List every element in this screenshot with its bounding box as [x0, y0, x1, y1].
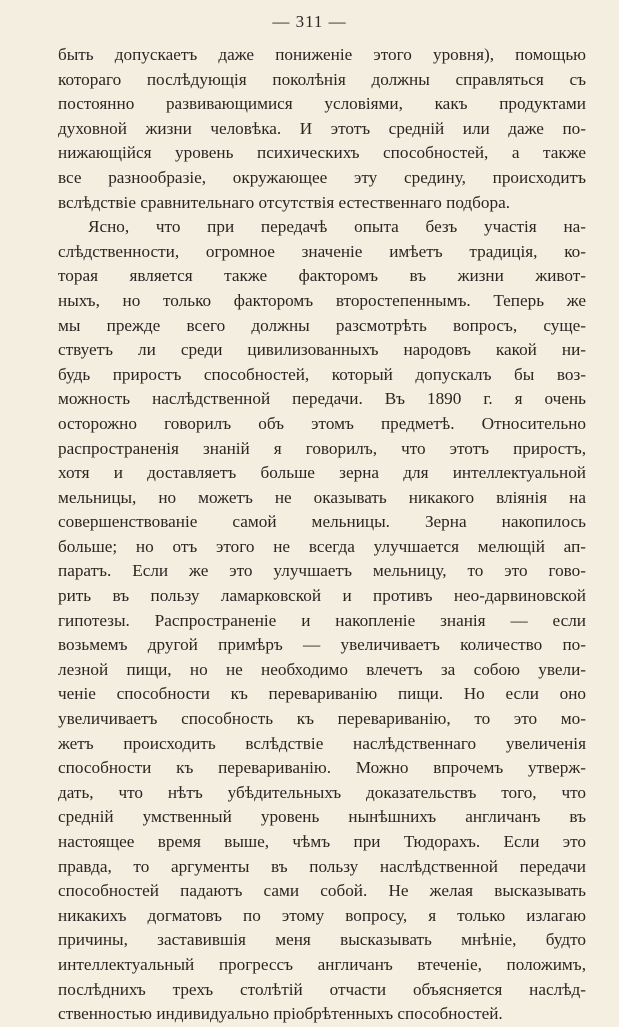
- text-line: ченіе способности къ перевариванію пищи. Но если оно: [58, 684, 586, 704]
- text-line: дать, что нѣтъ убѣдительныхъ доказательствъ того, что: [58, 782, 586, 802]
- text-line: возьмемъ другой примѣръ — увеличиваетъ количество по-: [58, 635, 586, 655]
- text-line: интеллектуальный прогрессъ англичанъ втеченіе, положимъ,: [58, 954, 586, 974]
- text-line: способности къ перевариванію. Можно впрочемъ утверж-: [58, 758, 586, 778]
- text-line: осторожно говорилъ объ этомъ предметѣ. Относительно: [58, 413, 586, 433]
- text-line: мы прежде всего должны разсмотрѣть вопросъ, суще-: [58, 315, 586, 335]
- text-line: ныхъ, но только факторомъ второстепеннымъ. Теперь же: [58, 290, 586, 310]
- text-line: лезной пищи, но не необходимо влечетъ за собою увели-: [58, 659, 586, 679]
- text-line: никакихъ догматовъ по этому вопросу, я только излагаю: [58, 905, 586, 925]
- text-line: ственностью индивидуально пріобрѣтенныхъ способностей.: [58, 1004, 503, 1024]
- page-number: — 311 —: [272, 12, 347, 31]
- text-line: слѣдственности, огромное значеніе имѣетъ традиція, ко-: [58, 241, 586, 261]
- text-line: ствуетъ ли среди цивилизованныхъ народовъ какой ни-: [58, 340, 586, 360]
- text-line: нижающійся уровень психическихъ способностей, а также: [58, 143, 586, 163]
- text-line: гипотезы. Распространеніе и накопленіе знанія — если: [58, 610, 586, 630]
- text-line: хотя и доставляетъ больше зерна для интеллектуальной: [58, 463, 586, 483]
- text-line: больше; но отъ этого не всегда улучшается мелющій ап-: [58, 536, 586, 556]
- text-line: мельницы, но можетъ не оказывать никакого вліянія на: [58, 487, 586, 507]
- text-line: котораго послѣдующія поколѣнія должны справляться съ: [58, 69, 586, 89]
- text-line: паратъ. Если же это улучшаетъ мельницу, то это гово-: [58, 561, 586, 581]
- text-line: вслѣдствіе сравнительнаго отсутствія естественнаго подбора.: [58, 192, 511, 212]
- text-line: рить въ пользу ламарковской и противъ нео-дарвиновской: [58, 586, 586, 606]
- text-line: правда, то аргументы въ пользу наслѣдственной передачи: [58, 856, 586, 876]
- text-line: духовной жизни человѣка. И этотъ средній или даже по-: [58, 118, 586, 138]
- text-line: Ясно, что при передачѣ опыта безъ участія на-: [88, 217, 586, 237]
- text-line: быть допускаетъ даже пониженіе этого уровня), помощью: [58, 45, 586, 64]
- text-line: жетъ происходить вслѣдствіе наслѣдственнаго увеличенія: [58, 733, 586, 753]
- text-line: средній умственный уровень нынѣшнихъ англичанъ въ: [58, 807, 586, 827]
- text-line: увеличиваетъ способность къ перевариванію, то это мо-: [58, 709, 586, 729]
- text-line: постоянно развивающимися условіями, какъ продуктами: [58, 94, 586, 114]
- text-line: торая является также факторомъ въ жизни живот-: [58, 266, 586, 286]
- body-text: [58, 43, 586, 1027]
- text-line: совершенствованіе самой мельницы. Зерна накопилось: [58, 512, 586, 532]
- text-line: распространенія знаній я говорилъ, что этотъ приростъ,: [58, 438, 586, 458]
- text-line: можность наслѣдственной передачи. Въ 1890 г. я очень: [58, 389, 586, 409]
- text-line: настоящее время выше, чѣмъ при Тюдорахъ. Если это: [58, 832, 586, 851]
- text-line: способностей падаютъ сами собой. Не желая высказывать: [58, 881, 586, 901]
- text-line: послѣднихъ трехъ столѣтій отчасти объясняется наслѣд-: [58, 979, 586, 999]
- text-line: все разнообразіе, окружающее эту средину, происходитъ: [58, 167, 586, 187]
- text-line: причины, заставившія меня высказывать мнѣніе, будто: [58, 930, 586, 950]
- text-line: будь приростъ способностей, который допускалъ бы воз-: [58, 364, 586, 384]
